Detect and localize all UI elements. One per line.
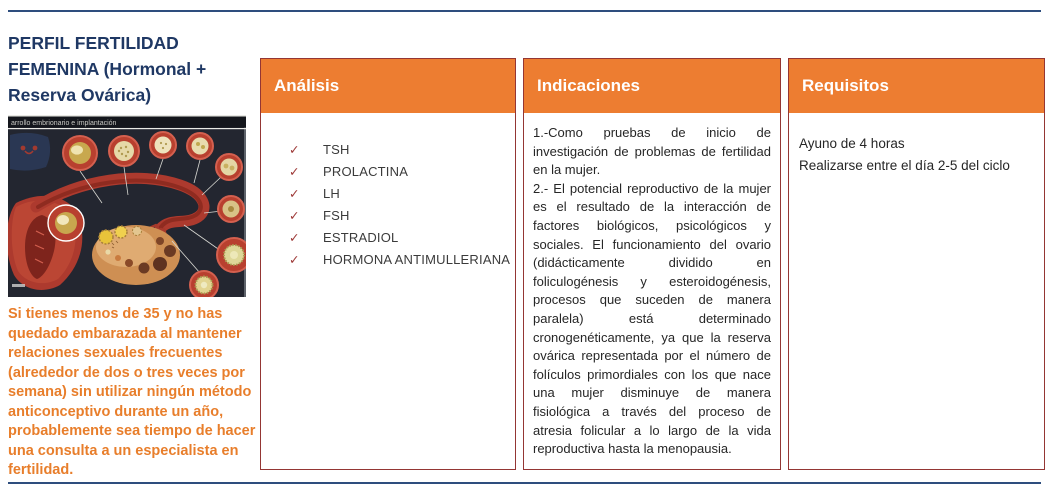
indicaciones-paragraph: 2.- El potencial reproductivo de la mujer es el resultado de la interacción de factores biológicos, psicológicos y sociales. El funcionamiento del ovario (didácticamente dividido en foliculogénesis y esteroidogénesis, procesos que suceden de manera paralela) está determinado cronogenéticamente, ya que la reserva ovárica representada por el número de folículos primordiales con los que nace una mujer disminuye de manera fisiológica a través del proceso de atresia folicular a lo largo de la vida reproductiva hasta la menopausia. xyxy=(533,180,771,457)
analisis-item-label: TSH xyxy=(323,142,350,157)
analisis-item-label: LH xyxy=(323,186,341,201)
analisis-item-label: PROLACTINA xyxy=(323,164,409,179)
requisitos-body xyxy=(789,113,1044,177)
analisis-header: Análisis xyxy=(261,59,515,113)
requisito-line: Ayuno de 4 horas xyxy=(799,136,905,151)
top-divider xyxy=(8,10,1041,12)
check-icon: ✓ xyxy=(289,253,300,267)
requisitos-header: Requisitos xyxy=(789,59,1044,113)
analisis-item-label: HORMONA ANTIMULLERIANA xyxy=(323,252,511,267)
list-item xyxy=(289,205,511,227)
anatomy-image xyxy=(8,115,246,297)
list-item xyxy=(289,227,511,249)
indicaciones-paragraph: 1.-Como pruebas de inicio de investigación de problemas de fertilidad en la mujer. xyxy=(533,125,771,178)
pelvis-silhouette xyxy=(10,133,50,171)
check-icon: ✓ xyxy=(289,143,300,157)
indicaciones-box xyxy=(523,58,781,470)
requisito-line: Realizarse entre el día 2-5 del ciclo xyxy=(799,158,1010,173)
fertility-advice-text: Si tienes menos de 35 y no has quedado embarazada al mantener relaciones sexuales frecuentes (alrededor de dos o tres veces por semana) sin utilizar ningún método anticonceptivo durante un año, probablemente sea tiempo de hacer una consulta a un especialista en fertilidad. xyxy=(8,306,256,478)
page-title: PERFIL FERTILIDAD FEMENINA (Hormonal + Reserva Ovárica) xyxy=(8,33,207,105)
indicaciones-body xyxy=(524,113,780,459)
analisis-list xyxy=(261,139,515,271)
left-column xyxy=(8,30,258,481)
image-caption: arrollo embrionario e implantación xyxy=(11,120,117,127)
analisis-item-label: ESTRADIOL xyxy=(323,230,399,245)
embryo-implantation-illustration xyxy=(8,115,246,297)
indicaciones-header: Indicaciones xyxy=(524,59,780,113)
check-icon: ✓ xyxy=(289,209,300,223)
requisitos-box xyxy=(788,58,1045,470)
bottom-divider xyxy=(8,482,1041,484)
analisis-box xyxy=(260,58,516,470)
info-boxes xyxy=(260,58,1045,470)
check-icon: ✓ xyxy=(289,165,300,179)
list-item xyxy=(289,161,511,183)
list-item xyxy=(289,139,511,161)
check-icon: ✓ xyxy=(289,187,300,201)
analisis-item-label: FSH xyxy=(323,208,350,223)
check-icon: ✓ xyxy=(289,231,300,245)
list-item xyxy=(289,183,511,205)
list-item xyxy=(289,249,511,271)
